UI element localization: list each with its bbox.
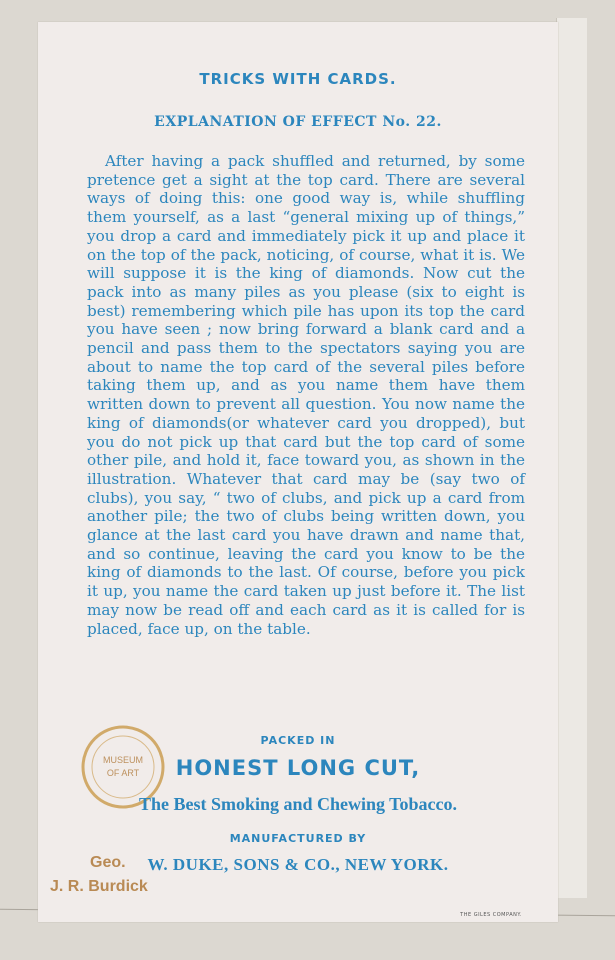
- card-body-text: [87, 152, 525, 638]
- trade-card: [38, 22, 558, 922]
- printer-imprint: THE GILES COMPANY.: [460, 912, 522, 918]
- brand-name: HONEST LONG CUT,: [175, 756, 421, 780]
- body-paragraph: After having a pack shuffled and returned, by some pretence get a sight at the top card. There are several ways of doing this: one good way is, while shuffling them yourself, as a last “general mixing up of things,” you drop a card and immediately pick it up and place it on the top of the pack, noticing, of course, what it is. We will suppose it is the king of diamonds. Now cut the pack into as many piles as you please (six to eight is best) remembering which pile has upon its top the card you have seen ; now bring forward a blank card and a pencil and pass them to the spectators saying you are about to name the top card of the several piles before taking them up, and as you name them have them written down to prevent all question. You now name the king of diamonds(or whatever card you dropped), but you do not pick up that card but the top card of some other pile, and hold it, face toward you, as shown in the illustration. Whatever that card may be (say two of clubs), you say, “ two of clubs, and pick up a card from another pile; the two of clubs being written down, you glance at the last card you have drawn and name that, and so continue, leaving the card you know to be the king of diamonds to the last. Of course, before you pick it up, you name the card taken up just before it. The list may now be read off and each card as it is called for is placed, face up, on the table.: [87, 152, 525, 638]
- donor-stamp-line1: Geo.: [90, 854, 126, 871]
- card-title: TRICKS WITH CARDS.: [199, 70, 397, 88]
- svg-text:OF ART: OF ART: [106, 768, 140, 778]
- mount-edge: [556, 18, 587, 898]
- donor-stamp-line2: J. R. Burdick: [50, 878, 148, 895]
- manufacturer-name: W. DUKE, SONS & CO., NEW YORK.: [147, 855, 449, 874]
- card-subtitle: EXPLANATION OF EFFECT No. 22.: [154, 114, 442, 130]
- packed-in-label: PACKED IN: [260, 734, 336, 747]
- svg-text:MUSEUM: MUSEUM: [103, 755, 143, 765]
- manufactured-by-label: MANUFACTURED BY: [229, 832, 367, 845]
- brand-tagline: The Best Smoking and Chewing Tobacco.: [138, 794, 458, 814]
